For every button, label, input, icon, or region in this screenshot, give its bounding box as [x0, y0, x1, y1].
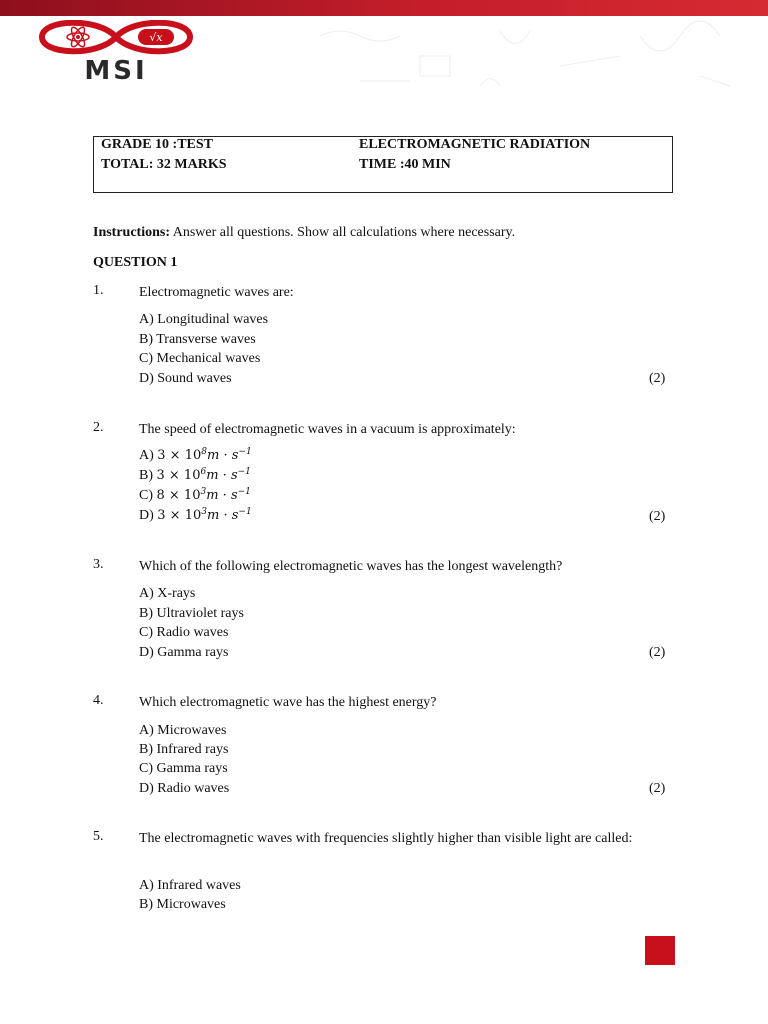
question-number: 3.	[93, 557, 104, 572]
question-number: 4.	[93, 693, 104, 708]
option: D) $3 \times 10^3m \cdot s^{-1}$	[139, 507, 252, 523]
option: A) $3 \times 10^8m \cdot s^{-1}$	[139, 447, 252, 463]
question-text: The electromagnetic waves with frequencies slightly higher than visible light are called:	[139, 831, 633, 846]
option-label: D)	[139, 508, 154, 523]
question-heading: QUESTION 1	[93, 255, 178, 270]
option-label: A)	[139, 448, 154, 463]
formula-watermark	[300, 16, 768, 106]
logo-wordmark: MSI	[84, 56, 148, 84]
option: C) Radio waves	[139, 625, 229, 640]
marks: (2)	[649, 645, 666, 660]
option: B) Ultraviolet rays	[139, 606, 244, 621]
question-text: Electromagnetic waves are:	[139, 285, 294, 300]
option: C) Mechanical waves	[139, 351, 261, 366]
instructions	[93, 224, 515, 241]
time-label: TIME :40 MIN	[359, 157, 451, 172]
option: A) Infrared waves	[139, 878, 241, 893]
test-header-box	[93, 136, 673, 193]
option-label: C)	[139, 488, 153, 503]
option: C) $8 \times 10^3m \cdot s^{-1}$	[139, 487, 251, 503]
option: B) Infrared rays	[139, 742, 229, 757]
question-number: 1.	[93, 283, 104, 298]
option: B) Transverse waves	[139, 332, 256, 347]
marks: (2)	[649, 509, 666, 524]
total-marks-label: TOTAL: 32 MARKS	[101, 157, 227, 172]
option: D) Sound waves	[139, 371, 232, 386]
logo-badge-text: √x	[149, 31, 163, 44]
top-brand-bar	[0, 0, 768, 16]
option: D) Gamma rays	[139, 645, 229, 660]
question-text: The speed of electromagnetic waves in a vacuum is approximately:	[139, 422, 516, 437]
marks: (2)	[649, 371, 666, 386]
option-label: B)	[139, 468, 153, 483]
question-number: 2.	[93, 420, 104, 435]
option: A) X-rays	[139, 586, 196, 601]
option: A) Microwaves	[139, 723, 227, 738]
option: C) Gamma rays	[139, 761, 228, 776]
option: A) Longitudinal waves	[139, 312, 269, 327]
option: B) $3 \times 10^6m \cdot s^{-1}$	[139, 467, 251, 483]
grade-label: GRADE 10 :TEST	[101, 137, 214, 152]
question-number: 5.	[93, 829, 104, 844]
marks: (2)	[649, 781, 666, 796]
question-text: Which electromagnetic wave has the highest energy?	[139, 695, 437, 710]
footer-brand-square	[645, 936, 675, 965]
option: B) Microwaves	[139, 897, 226, 912]
instructions-label: Instructions:	[93, 225, 171, 240]
subject-label: ELECTROMAGNETIC RADIATION	[359, 137, 591, 152]
question-text: Which of the following electromagnetic waves has the longest wavelength?	[139, 559, 563, 574]
instructions-text: Answer all questions. Show all calculations where necessary.	[170, 225, 516, 240]
option: D) Radio waves	[139, 781, 230, 796]
msi-logo	[38, 20, 194, 84]
